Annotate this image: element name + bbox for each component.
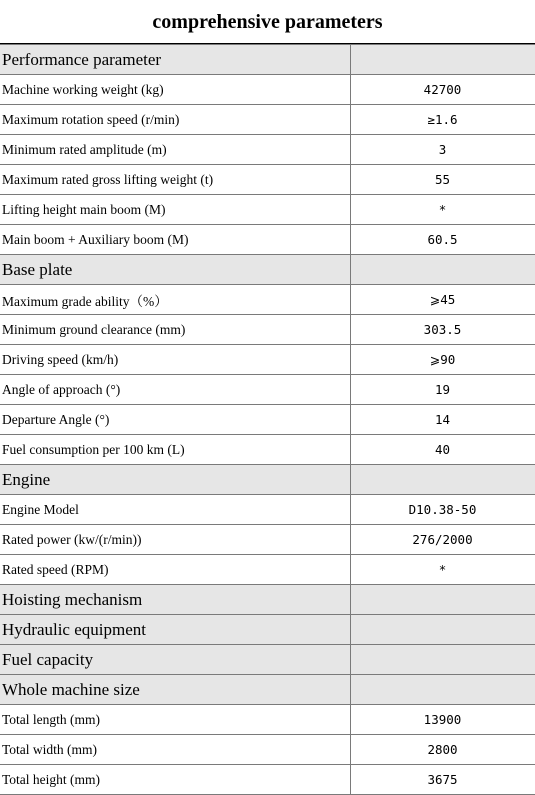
parameter-value: 303.5: [350, 315, 535, 345]
section-title: Engine: [0, 465, 350, 495]
table-row: [0, 345, 535, 375]
parameter-label: Driving speed (km/h): [0, 345, 350, 375]
table-row: [0, 315, 535, 345]
parameter-value: [350, 585, 535, 615]
table-row: [0, 555, 535, 585]
parameter-value: 42700: [350, 75, 535, 105]
parameter-value: 3: [350, 135, 535, 165]
parameter-label: Minimum rated amplitude (m): [0, 135, 350, 165]
parameter-value: *: [350, 555, 535, 585]
page-title: comprehensive parameters: [0, 0, 535, 44]
parameter-label: Rated power (kw/(r/min)): [0, 525, 350, 555]
section-header-row: [0, 585, 535, 615]
section-header-row: [0, 255, 535, 285]
table-row: [0, 285, 535, 315]
parameter-value: 60.5: [350, 225, 535, 255]
parameter-label: Maximum rated gross lifting weight (t): [0, 165, 350, 195]
parameter-value: [350, 255, 535, 285]
parameters-table-body: [0, 45, 535, 795]
parameter-label: Angle of approach (°): [0, 375, 350, 405]
section-title: Hoisting mechanism: [0, 585, 350, 615]
parameter-value: [350, 675, 535, 705]
table-row: [0, 135, 535, 165]
parameter-label: Rated speed (RPM): [0, 555, 350, 585]
parameter-value: 14: [350, 405, 535, 435]
parameter-value: 40: [350, 435, 535, 465]
table-row: [0, 705, 535, 735]
parameter-value: *: [350, 195, 535, 225]
parameter-label: Maximum rotation speed (r/min): [0, 105, 350, 135]
parameter-value: [350, 645, 535, 675]
parameter-value: 276/2000: [350, 525, 535, 555]
section-title: Performance parameter: [0, 45, 350, 75]
parameter-value: ≥1.6: [350, 105, 535, 135]
section-header-row: [0, 645, 535, 675]
section-header-row: [0, 675, 535, 705]
parameter-label: Departure Angle (°): [0, 405, 350, 435]
table-row: [0, 375, 535, 405]
parameter-value: D10.38-50: [350, 495, 535, 525]
parameter-value: [350, 615, 535, 645]
parameter-value: [350, 465, 535, 495]
table-row: [0, 75, 535, 105]
section-header-row: [0, 465, 535, 495]
table-row: [0, 225, 535, 255]
parameter-value: 19: [350, 375, 535, 405]
parameter-label: Fuel consumption per 100 km (L): [0, 435, 350, 465]
parameter-value: 13900: [350, 705, 535, 735]
table-row: [0, 195, 535, 225]
parameter-label: Total height (mm): [0, 765, 350, 795]
parameter-label: Machine working weight (kg): [0, 75, 350, 105]
table-row: [0, 405, 535, 435]
section-header-row: [0, 615, 535, 645]
parameter-value: 3675: [350, 765, 535, 795]
section-title: Hydraulic equipment: [0, 615, 350, 645]
parameters-table: [0, 44, 535, 795]
section-title: Base plate: [0, 255, 350, 285]
table-row: [0, 105, 535, 135]
table-row: [0, 765, 535, 795]
parameter-label: Total length (mm): [0, 705, 350, 735]
table-row: [0, 165, 535, 195]
table-row: [0, 495, 535, 525]
table-row: [0, 435, 535, 465]
parameter-label: Maximum grade ability（%）: [0, 285, 350, 315]
parameter-value: [350, 45, 535, 75]
parameter-label: Lifting height main boom (M): [0, 195, 350, 225]
parameter-value: ⩾90: [350, 345, 535, 375]
parameter-label: Minimum ground clearance (mm): [0, 315, 350, 345]
parameter-label: Total width (mm): [0, 735, 350, 765]
parameter-label: Engine Model: [0, 495, 350, 525]
parameter-value: 55: [350, 165, 535, 195]
table-row: [0, 735, 535, 765]
section-title: Fuel capacity: [0, 645, 350, 675]
section-header-row: [0, 45, 535, 75]
section-title: Whole machine size: [0, 675, 350, 705]
parameter-value: 2800: [350, 735, 535, 765]
parameter-label: Main boom + Auxiliary boom (M): [0, 225, 350, 255]
parameter-value: ⩾45: [350, 285, 535, 315]
table-row: [0, 525, 535, 555]
